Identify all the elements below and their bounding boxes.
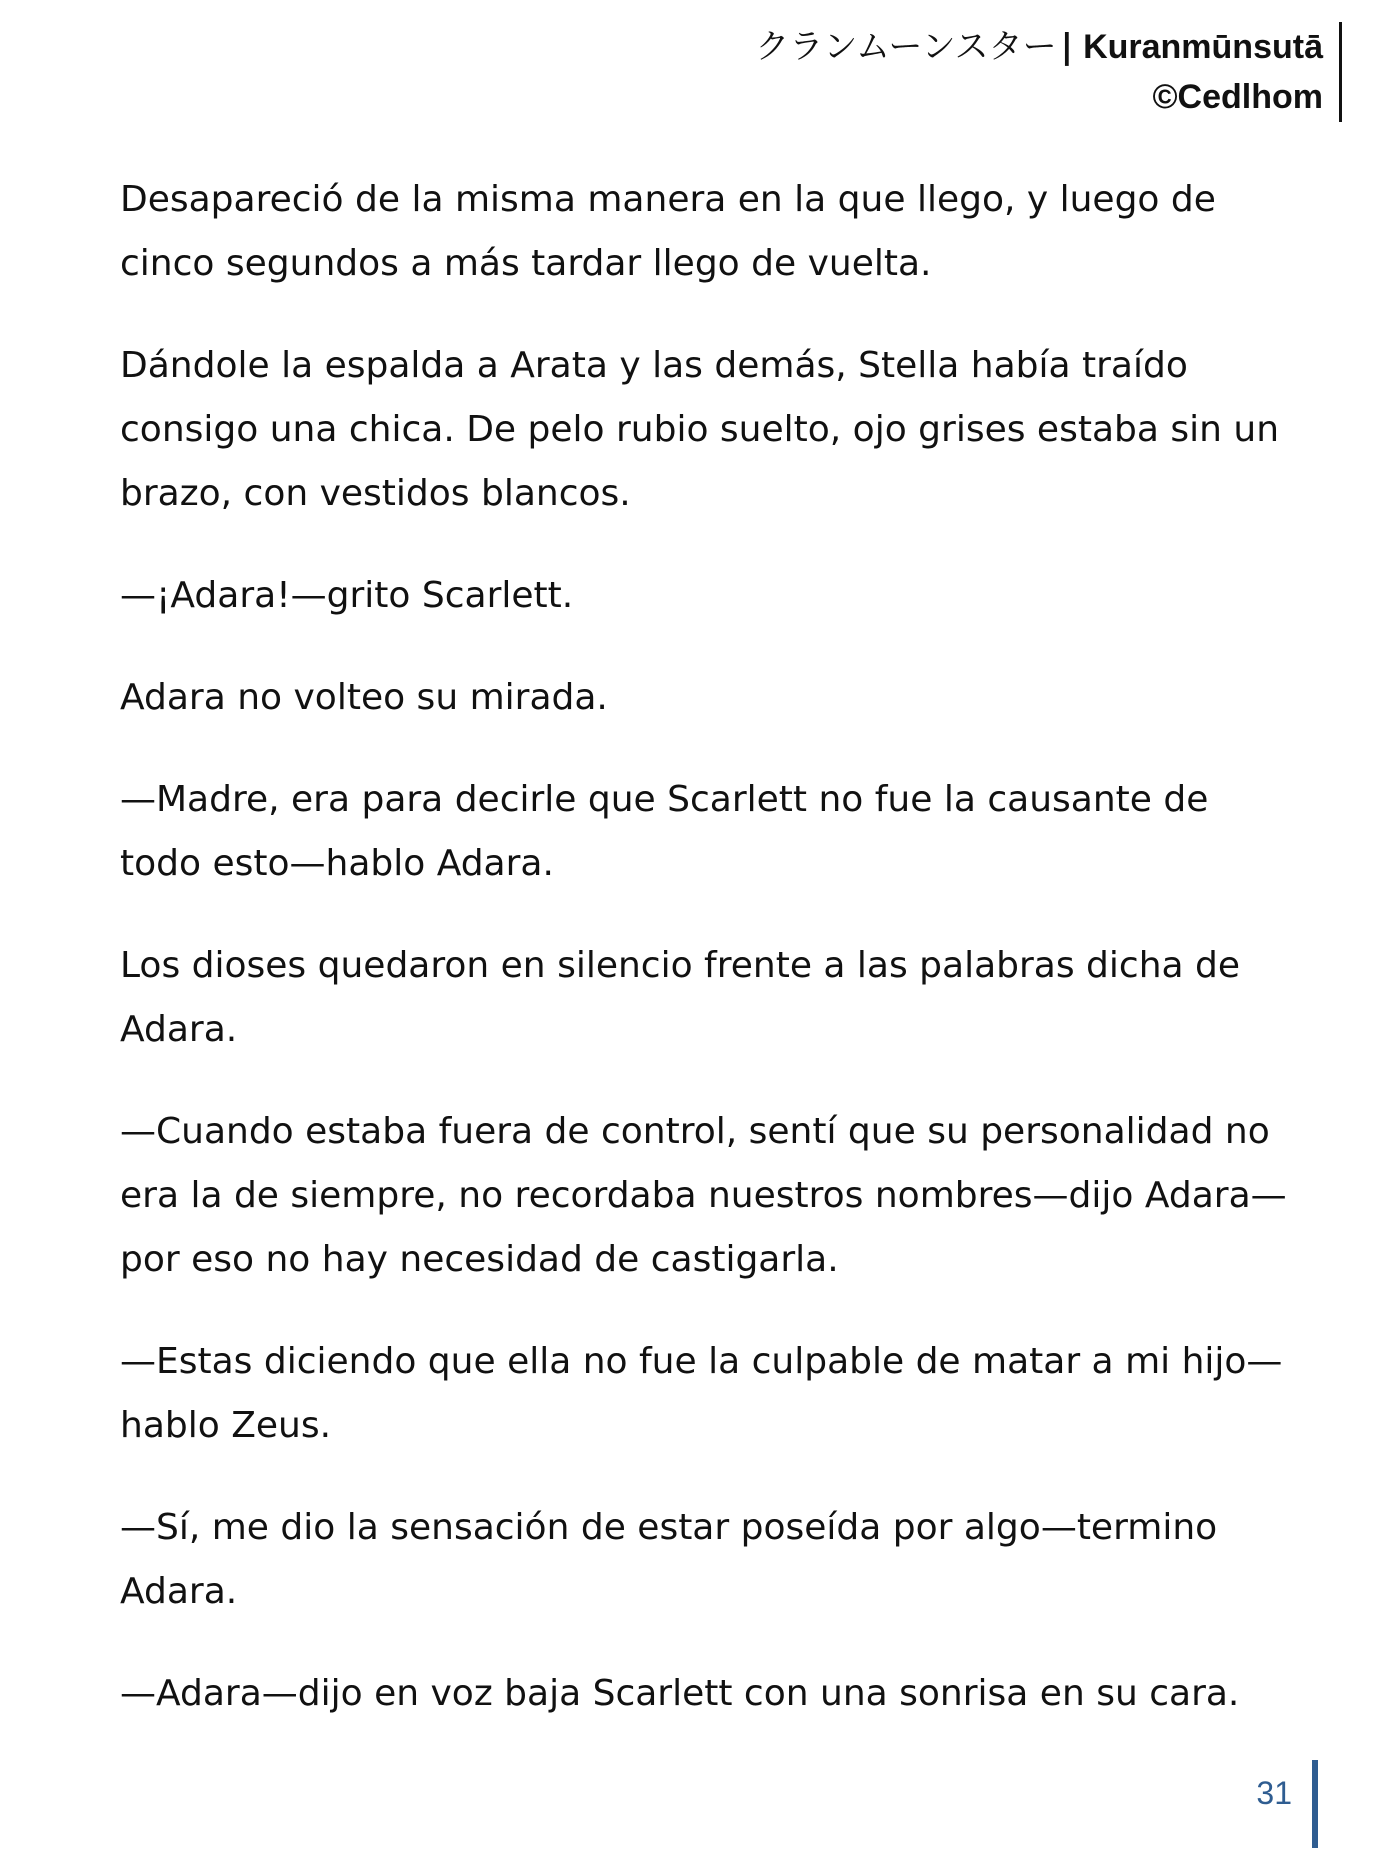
body-text <box>120 168 1300 1764</box>
paragraph: —Estas diciendo que ella no fue la culpable de matar a mi hijo—hablo Zeus. <box>120 1341 1283 1446</box>
paragraph: —Cuando estaba fuera de control, sentí que su personalidad no era la de siempre, no recordaba nuestros nombres—dijo Adara—por eso no hay necesidad de castigarla. <box>120 1111 1287 1280</box>
header-copyright: ©Cedlhom <box>1152 78 1323 116</box>
paragraph: Adara no volteo su mirada. <box>120 677 608 718</box>
page-footer <box>1256 1760 1318 1848</box>
header-title-romaji: Kuranmūnsutā <box>1083 28 1323 66</box>
page-number: 31 <box>1256 1775 1292 1811</box>
paragraph: —Sí, me dio la sensación de estar poseída por algo—termino Adara. <box>120 1507 1218 1612</box>
paragraph: Dándole la espalda a Arata y las demás, Stella había traído consigo una chica. De pelo rubio suelto, ojo grises estaba sin un brazo, con vestidos blancos. <box>120 345 1280 514</box>
header-title-japanese: クランムーンスター <box>755 27 1057 67</box>
paragraph: Los dioses quedaron en silencio frente a las palabras dicha de Adara. <box>120 945 1241 1050</box>
header-separator: | <box>1060 27 1074 67</box>
paragraph: —Madre, era para decirle que Scarlett no fue la causante de todo esto—hablo Adara. <box>120 779 1209 884</box>
page-header <box>755 22 1342 122</box>
header-title-line <box>755 22 1323 72</box>
paragraph: —¡Adara!—grito Scarlett. <box>120 575 574 616</box>
paragraph: Desapareció de la misma manera en la que llego, y luego de cinco segundos a más tardar llego de vuelta. <box>120 179 1216 284</box>
paragraph: —Adara—dijo en voz baja Scarlett con una sonrisa en su cara. <box>120 1673 1240 1714</box>
